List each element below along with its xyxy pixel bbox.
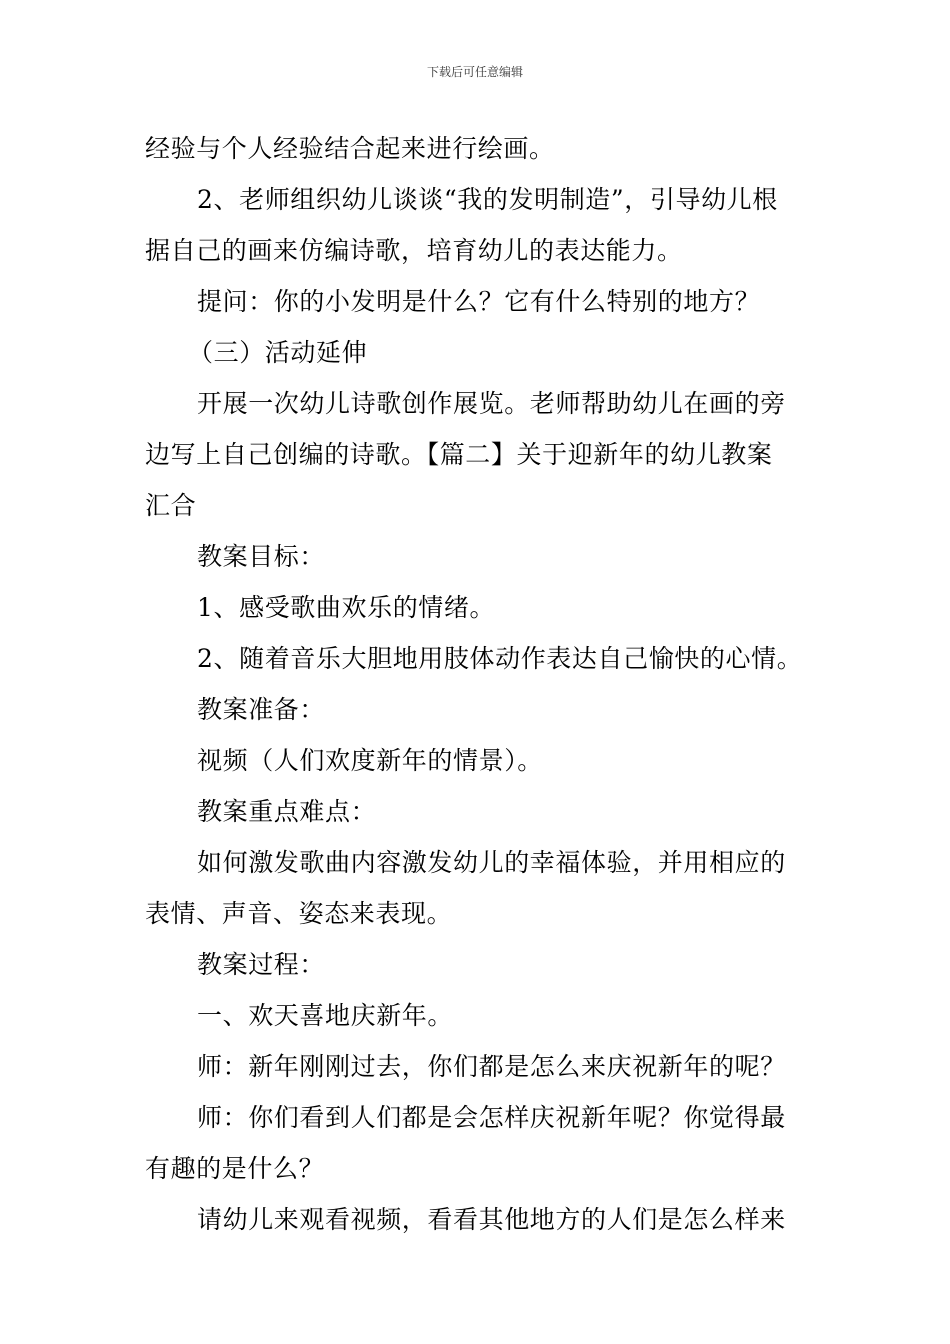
document-body (145, 123, 807, 1245)
section-heading: （三）活动延伸 (188, 338, 368, 367)
paragraph-line: 请幼儿来观看视频，看看其他地方的人们是怎么样来 (197, 1205, 786, 1234)
paragraph-line: 提问：你的小发明是什么？它有什么特别的地方？ (197, 287, 761, 316)
section-heading: 教案准备： (197, 695, 326, 724)
paragraph-line: 师：你们看到人们都是会怎样庆祝新年呢？你觉得最 (197, 1103, 786, 1132)
paragraph-line: 有趣的是什么？ (145, 1154, 325, 1183)
paragraph-line: 边写上自己创编的诗歌。【篇二】关于迎新年的幼儿教案 (145, 440, 773, 469)
paragraph-line: 汇合 (145, 491, 197, 520)
paragraph-line: 开展一次幼儿诗歌创作展览。老师帮助幼儿在画的旁 (197, 389, 786, 418)
paragraph-line: 一、欢天喜地庆新年。 (197, 1001, 454, 1030)
list-item: 2、随着音乐大胆地用肢体动作表达自己愉快的心情。 (197, 644, 803, 673)
paragraph-line: 经验与个人经验结合起来进行绘画。 (145, 134, 555, 163)
section-heading: 教案目标： (197, 542, 326, 571)
page-header: 下载后可任意编辑 (426, 65, 523, 79)
paragraph-line: 2、老师组织幼儿谈谈“我的发明制造”，引导幼儿根 (197, 185, 778, 214)
paragraph-line: 表情、声音、姿态来表现。 (145, 899, 453, 928)
list-item: 1、感受歌曲欢乐的情绪。 (197, 593, 496, 622)
section-heading: 教案过程： (197, 950, 326, 979)
paragraph-line: 师：新年刚刚过去，你们都是怎么来庆祝新年的呢？ (197, 1052, 786, 1081)
paragraph-line: 如何激发歌曲内容激发幼儿的幸福体验，并用相应的 (197, 848, 786, 877)
section-heading: 教案重点难点： (197, 797, 377, 826)
paragraph-line: 据自己的画来仿编诗歌，培育幼儿的表达能力。 (145, 236, 683, 265)
paragraph-line: 视频（人们欢度新年的情景）。 (197, 746, 543, 775)
